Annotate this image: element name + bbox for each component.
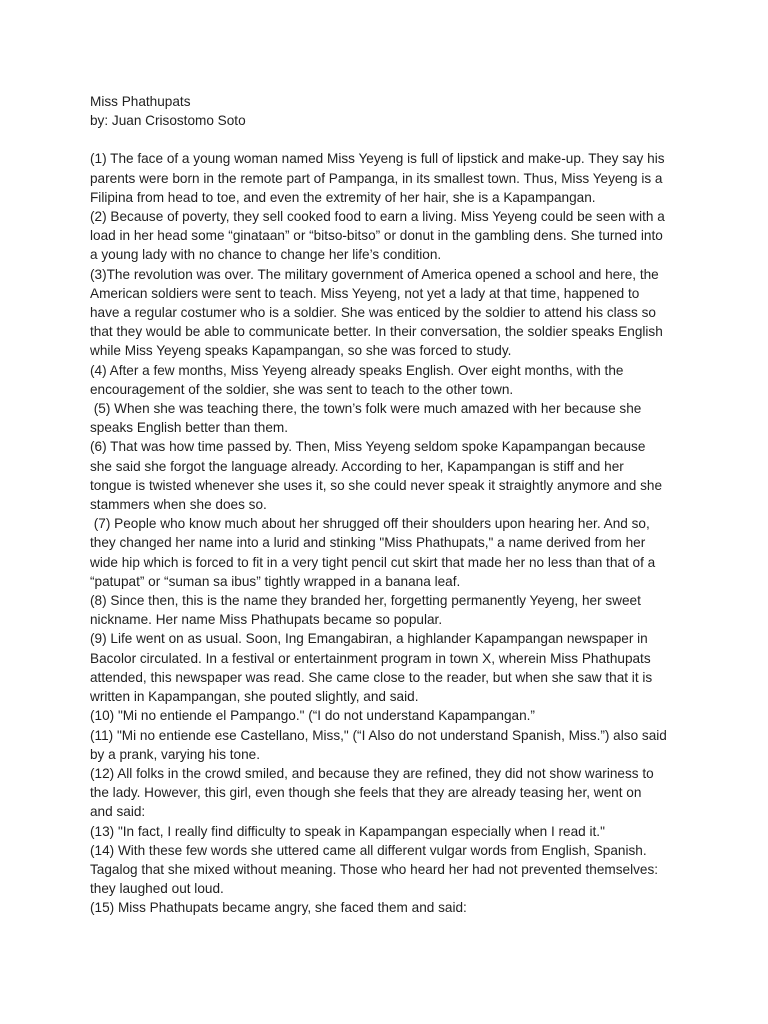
- text-line: she said she forgot the language already. According to her, Kapampangan is stiff and her: [90, 458, 624, 474]
- paragraph-9: [90, 629, 690, 706]
- text-line: (15) Miss Phathupats became angry, she faced them and said:: [90, 900, 467, 916]
- text-line: (11) "Mi no entiende ese Castellano, Miss," (“I Also do not understand Spanish, Miss.”) also said: [90, 727, 667, 743]
- text-line: parents were born in the remote part of Pampanga, in its smallest town. Thus, Miss Yeyeng is a: [90, 170, 663, 186]
- text-line: have a regular costumer who is a soldier. She was enticed by the soldier to attend his class so: [90, 305, 656, 321]
- text-line: (13) "In fact, I really find difficulty to speak in Kapampangan especially when I read it.": [90, 823, 605, 839]
- text-line: (2) Because of poverty, they sell cooked food to earn a living. Miss Yeyeng could be seen with a: [90, 209, 665, 225]
- text-line: Filipina from head to toe, and even the extremity of her hair, she is a Kapampangan.: [90, 189, 596, 205]
- text-line: load in her head some “ginataan” or “bitso-bitso” or donut in the gambling dens. She turned into: [90, 228, 663, 244]
- paragraph-3: [90, 265, 690, 361]
- paragraph-8: [90, 591, 690, 629]
- text-line: tongue is twisted whenever she uses it, so she could never speak it straightly anymore and she: [90, 477, 663, 493]
- paragraph-4: [90, 361, 690, 399]
- text-line: (4) After a few months, Miss Yeyeng already speaks English. Over eight months, with the: [90, 362, 624, 378]
- text-line: wide hip which is forced to fit in a very tight pencil cut skirt that made her no less than that of a: [90, 554, 656, 570]
- text-line: (7) People who know much about her shrugged off their shoulders upon hearing her. And so,: [90, 516, 650, 532]
- document-page: [90, 92, 690, 918]
- text-line: (14) With these few words she uttered came all different vulgar words from English, Spanish.: [90, 842, 647, 858]
- text-line: Tagalog that she mixed without meaning. Those who heard her had not prevented themselves:: [90, 861, 659, 877]
- paragraph-7: [90, 514, 690, 591]
- text-line: (6) That was how time passed by. Then, Miss Yeyeng seldom spoke Kapampangan because: [90, 439, 646, 455]
- text-line: while Miss Yeyeng speaks Kapampangan, so she was forced to study.: [90, 343, 512, 359]
- text-line: a young lady with no chance to change her life’s condition.: [90, 247, 442, 263]
- text-line: that they would be able to communicate better. In their conversation, the soldier speaks English: [90, 324, 663, 340]
- paragraph-11: [90, 726, 690, 764]
- text-line: “patupat” or “suman sa ibus” tightly wrapped in a banana leaf.: [90, 573, 461, 589]
- text-line: (1) The face of a young woman named Miss Yeyeng is full of lipstick and make-up. They say his: [90, 151, 665, 167]
- text-line: written in Kapampangan, she pouted slightly, and said.: [90, 689, 419, 705]
- document-title: Miss Phathupats: [90, 94, 191, 109]
- document-author: by: Juan Crisostomo Soto: [90, 113, 246, 129]
- text-line: by a prank, varying his tone.: [90, 746, 261, 762]
- text-line: Bacolor circulated. In a festival or entertainment program in town X, wherein Miss Phathupats: [90, 650, 651, 666]
- text-line: attended, this newspaper was read. She came close to the reader, but when she saw that it is: [90, 669, 653, 685]
- story-body: [90, 149, 690, 917]
- text-line: (12) All folks in the crowd smiled, and because they are refined, they did not show wariness to: [90, 765, 654, 781]
- text-line: they changed her name into a lurid and stinking "Miss Phathupats," a name derived from her: [90, 535, 646, 551]
- text-line: (8) Since then, this is the name they branded her, forgetting permanently Yeyeng, her sweet: [90, 593, 641, 609]
- paragraph-14: [90, 841, 690, 899]
- text-line: (9) Life went on as usual. Soon, Ing Emangabiran, a highlander Kapampangan newspaper in: [90, 631, 648, 647]
- text-line: stammers when she does so.: [90, 497, 267, 513]
- text-line: nickname. Her name Miss Phathupats became so popular.: [90, 612, 443, 628]
- paragraph-5: [90, 399, 690, 437]
- paragraph-10: [90, 706, 690, 725]
- text-line: the lady. However, this girl, even though she feels that they are already teasing her, went on: [90, 785, 642, 801]
- text-line: (10) "Mi no entiende el Pampango." (“I do not understand Kapampangan.”: [90, 708, 535, 724]
- text-line: (3)The revolution was over. The military government of America opened a school and here, the: [90, 266, 659, 282]
- paragraph-15: [90, 898, 690, 917]
- paragraph-2: [90, 207, 690, 265]
- paragraph-6: [90, 437, 690, 514]
- text-line: (5) When she was teaching there, the town’s folk were much amazed with her because she: [90, 401, 642, 417]
- text-line: and said:: [90, 804, 146, 820]
- paragraph-12: [90, 764, 690, 822]
- text-line: they laughed out loud.: [90, 881, 224, 897]
- text-line: encouragement of the soldier, she was sent to teach to the other town.: [90, 381, 514, 397]
- text-line: speaks English better than them.: [90, 420, 288, 436]
- paragraph-13: [90, 822, 690, 841]
- text-line: American soldiers were sent to teach. Miss Yeyeng, not yet a lady at that time, happened to: [90, 285, 640, 301]
- paragraph-1: [90, 149, 690, 207]
